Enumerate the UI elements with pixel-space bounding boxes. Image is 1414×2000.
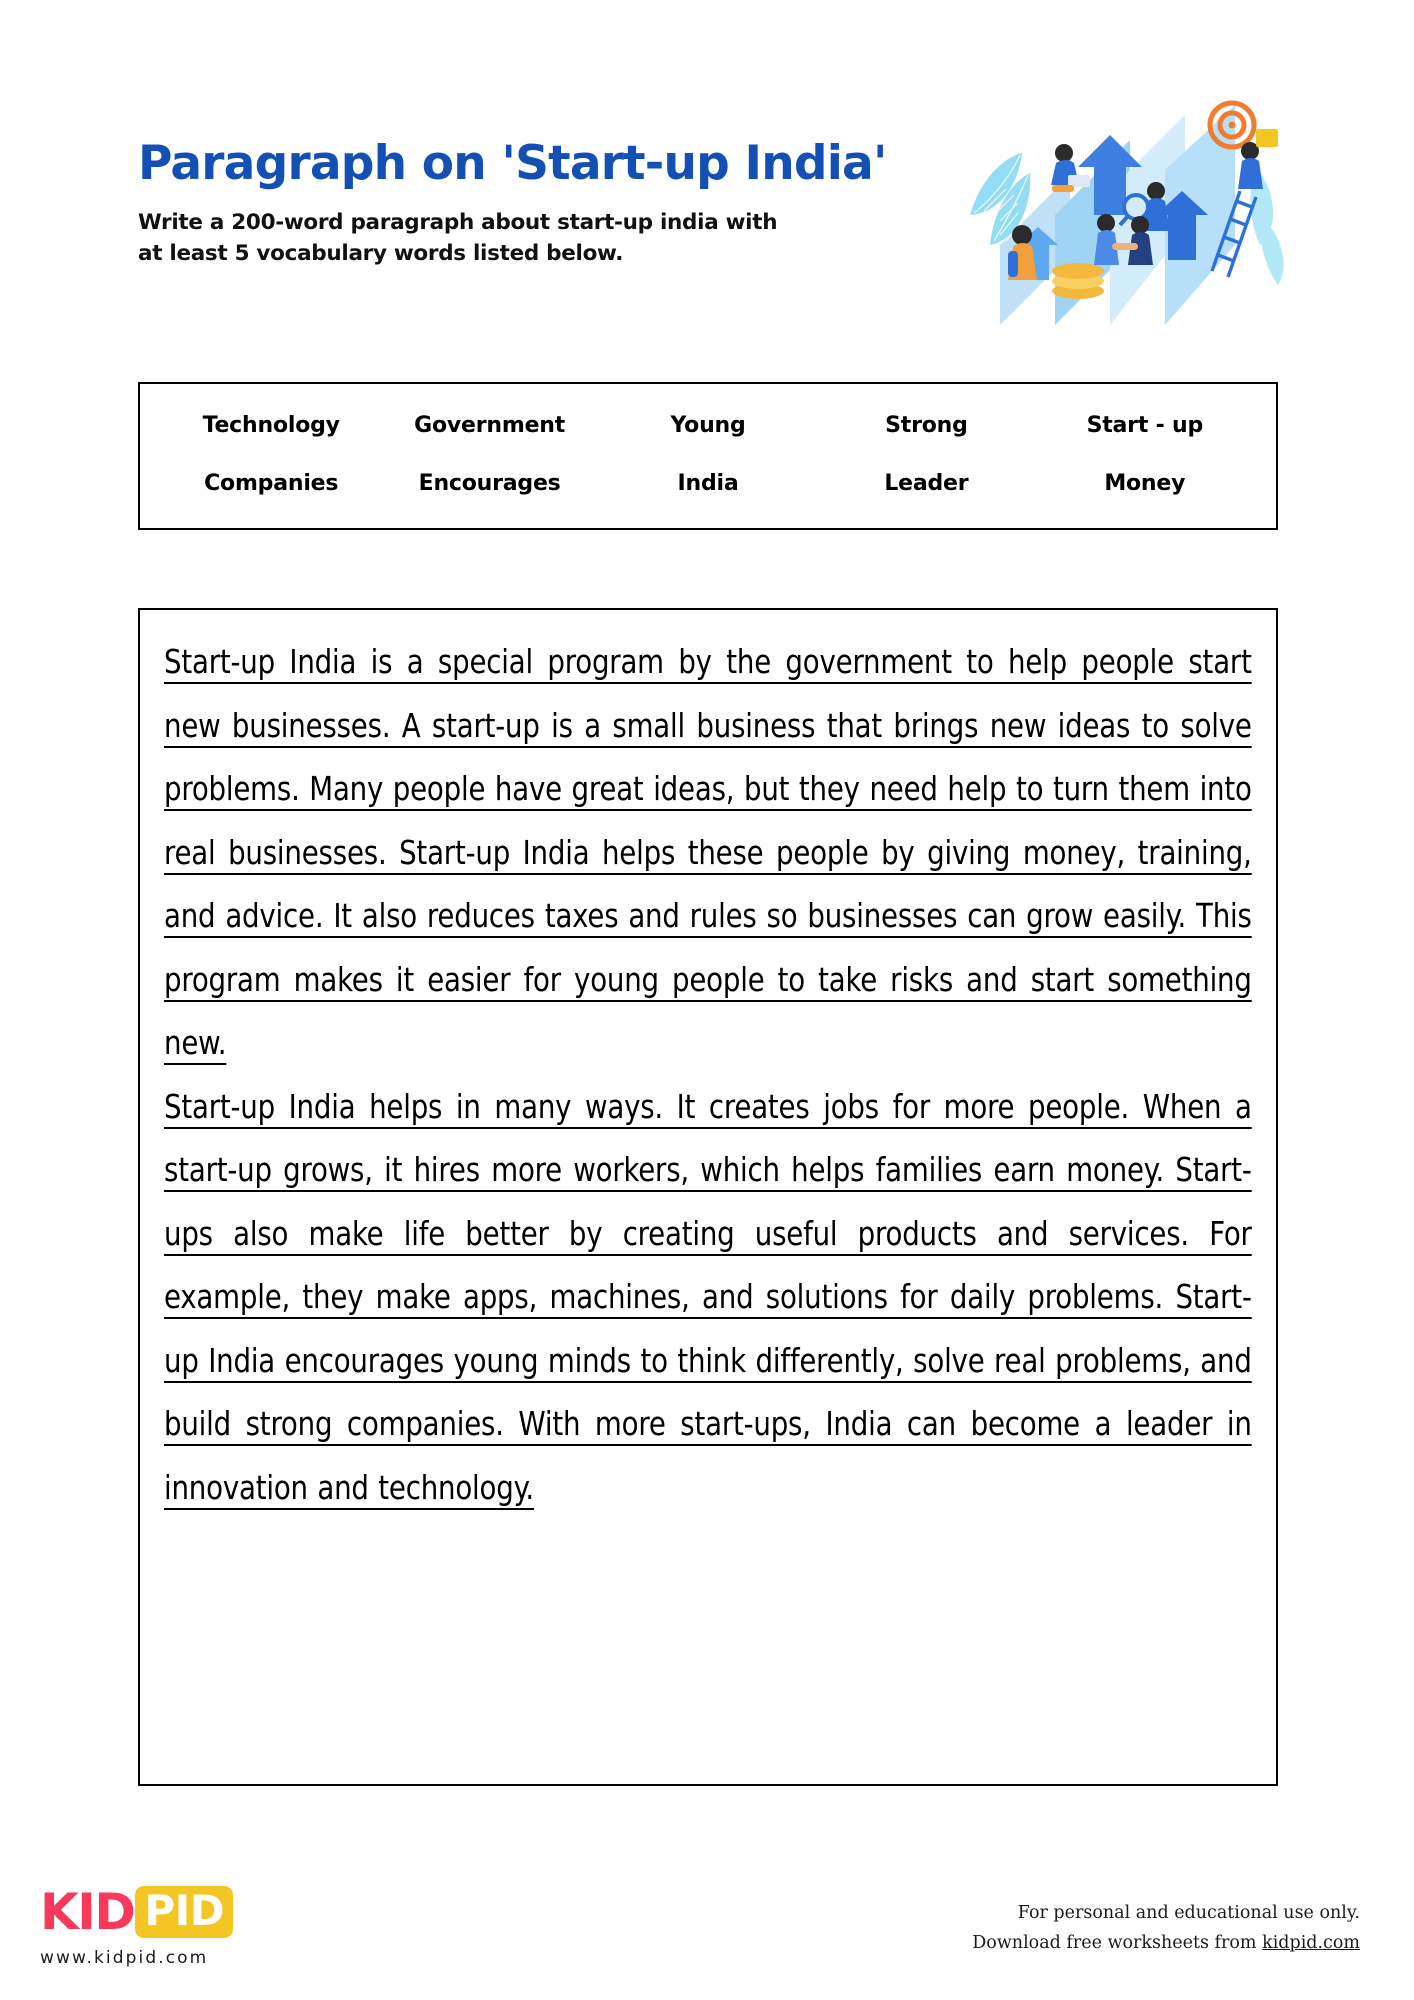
logo-website-url: www.kidpid.com (40, 1948, 209, 1968)
download-note-line (972, 1928, 1360, 1958)
vocabulary-word: Government (414, 412, 566, 438)
vocabulary-word: India (677, 470, 739, 496)
logo-wordmark (40, 1884, 300, 1940)
essay-paragraph: Start-up India is a special program by the government to help people start new businesses. A start-up is a small business that brings new ideas to solve problems. Many people have great ideas, but they need help to turn them into real businesses. Start-up India helps these people by giving money, training, and advice. It also reduces taxes and rules so businesses can grow easily. This program makes it easier for young people to take risks and start something new. (164, 642, 1252, 1062)
vocabulary-word: Strong (885, 412, 968, 438)
logo-kid-text: KID (40, 1883, 135, 1941)
startup-team-growth-illustration (960, 95, 1290, 325)
kidpid-link[interactable]: kidpid.com (1262, 1933, 1360, 1954)
vocabulary-grid (140, 384, 1276, 528)
logo-pid-badge: PID (135, 1886, 233, 1938)
essay-paragraph: Start-up India helps in many ways. It creates jobs for more people. When a start-up grows, it hires more workers, which helps families earn money. Start-ups also make life better by creating useful products and services. For example, they make apps, machines, and solutions for daily problems. Start-up India encourages young minds to think differently, solve real problems, and build strong companies. With more start-ups, India can become a leader in innovation and technology. (164, 1086, 1252, 1507)
instructions-text: Write a 200-word paragraph about start-up india with at least 5 vocabulary words listed below. (138, 210, 778, 266)
kidpid-logo[interactable] (40, 1884, 300, 1968)
vocabulary-word: Companies (204, 470, 339, 496)
vocabulary-word: Young (670, 412, 746, 438)
vocabulary-word: Start - up (1086, 412, 1203, 438)
footer-usage-note (972, 1898, 1360, 1958)
page-title: Paragraph on 'Start-up India' (138, 136, 887, 191)
vocabulary-word: Encourages (418, 470, 561, 496)
vocabulary-word: Leader (884, 470, 969, 496)
essay-answer-box[interactable] (138, 608, 1278, 1786)
vocabulary-word: Money (1104, 470, 1186, 496)
usage-note-line: For personal and educational use only. (1017, 1903, 1360, 1923)
vocabulary-word: Technology (202, 412, 340, 438)
vocabulary-word-box (138, 382, 1278, 530)
download-note-prefix: Download free worksheets from (972, 1933, 1263, 1954)
